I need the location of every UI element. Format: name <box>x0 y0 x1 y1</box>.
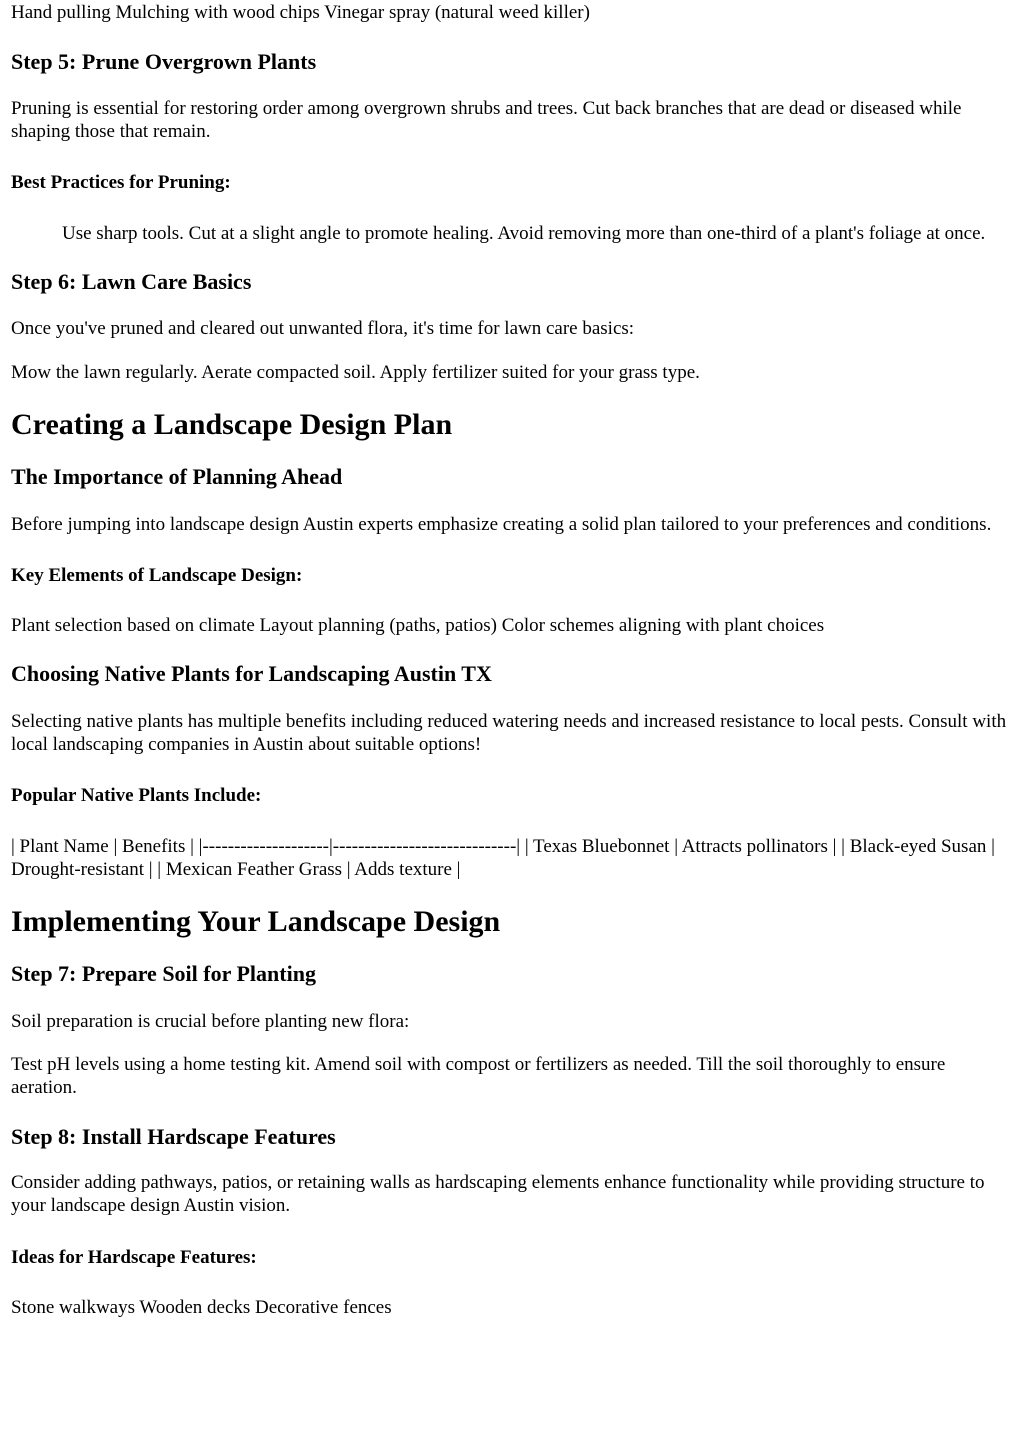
native-plants-paragraph: Selecting native plants has multiple benefits including reduced watering needs and increased resistance to local pests. Consult with local landscaping companies in Austin about suitable options! <box>11 711 1007 755</box>
popular-plants-heading: Popular Native Plants Include: <box>11 785 262 806</box>
step-7-heading: Step 7: Prepare Soil for Planting <box>11 961 316 986</box>
step-5-paragraph: Pruning is essential for restoring order among overgrown shrubs and trees. Cut back branches that are dead or diseased while shaping those that remain. <box>11 98 962 142</box>
lawn-care-tasks: Mow the lawn regularly. Aerate compacted soil. Apply fertilizer suited for your grass type. <box>11 362 700 383</box>
step-7-intro: Soil preparation is crucial before planting new flora: <box>11 1011 410 1032</box>
soil-prep-steps: Test pH levels using a home testing kit. Amend soil with compost or fertilizers as needed. Till the soil thoroughly to ensure aeration. <box>11 1054 946 1098</box>
step-8-heading: Step 8: Install Hardscape Features <box>11 1124 336 1149</box>
step-6-intro: Once you've pruned and cleared out unwanted flora, it's time for lawn care basics: <box>11 318 635 339</box>
key-elements-list: Plant selection based on climate Layout planning (paths, patios) Color schemes aligning with plant choices <box>11 615 825 636</box>
implementing-design-heading: Implementing Your Landscape Design <box>11 905 501 938</box>
key-elements-heading: Key Elements of Landscape Design: <box>11 565 303 586</box>
native-plants-heading: Choosing Native Plants for Landscaping Austin TX <box>11 661 492 686</box>
step-5-heading: Step 5: Prune Overgrown Plants <box>11 49 317 74</box>
popular-plants-table-text: | Plant Name | Benefits | |--------------------|-----------------------------| | Texas Bluebonnet | Attracts pollinators | | Black-eyed Susan | Drought-resistant | | Mexican Feather Grass | Adds texture | <box>11 836 995 880</box>
hardscape-ideas-list: Stone walkways Wooden decks Decorative fences <box>11 1297 392 1318</box>
step-6-heading: Step 6: Lawn Care Basics <box>11 269 252 294</box>
planning-ahead-heading: The Importance of Planning Ahead <box>11 464 343 489</box>
pruning-practices-heading: Best Practices for Pruning: <box>11 172 231 193</box>
planning-ahead-paragraph: Before jumping into landscape design Austin experts emphasize creating a solid plan tailored to your preferences and conditions. <box>11 514 992 535</box>
hardscape-ideas-heading: Ideas for Hardscape Features: <box>11 1247 257 1268</box>
article-body <box>0 1 1024 1319</box>
weed-removal-methods: Hand pulling Mulching with wood chips Vinegar spray (natural weed killer) <box>11 2 590 23</box>
landscape-plan-heading: Creating a Landscape Design Plan <box>11 408 453 441</box>
pruning-practices-text: Use sharp tools. Cut at a slight angle to promote healing. Avoid removing more than one-third of a plant's foliage at once. <box>62 223 986 244</box>
step-8-paragraph: Consider adding pathways, patios, or retaining walls as hardscaping elements enhance functionality while providing structure to your landscape design Austin vision. <box>11 1172 985 1216</box>
pruning-practices-quote <box>62 222 1014 245</box>
